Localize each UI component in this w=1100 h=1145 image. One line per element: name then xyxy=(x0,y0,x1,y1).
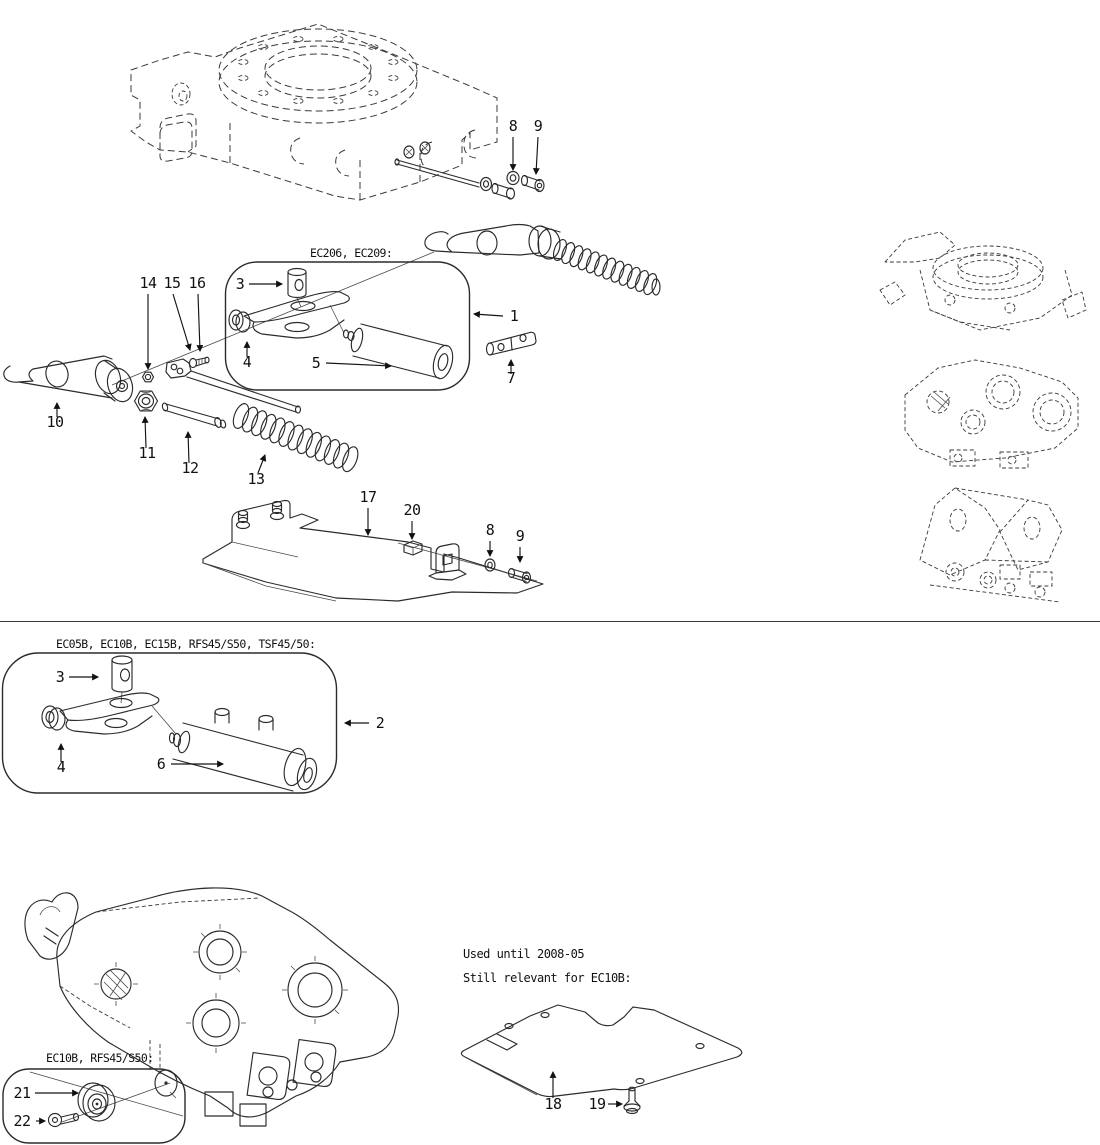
callout-16 xyxy=(188,274,206,351)
callout-3-group1 xyxy=(236,275,282,293)
callout-7 xyxy=(507,360,516,387)
part-15-link-rod xyxy=(166,359,301,413)
callout-9-plate xyxy=(516,527,525,562)
part-4-lever-group1 xyxy=(229,292,349,338)
callout-4-group1 xyxy=(243,342,252,371)
callout-3-label-2: 3 xyxy=(55,668,65,686)
part-9-bolt-top xyxy=(522,176,545,192)
mount-bolt-assembly xyxy=(395,142,544,199)
plate-18 xyxy=(461,1005,741,1097)
callout-11 xyxy=(138,417,156,462)
part-11-nut xyxy=(135,391,158,411)
callout-8-label-2: 8 xyxy=(485,521,495,539)
bearing-boss-1 xyxy=(193,924,247,980)
cylinder-port-2 xyxy=(259,716,273,731)
callout-3-label: 3 xyxy=(235,275,245,293)
callout-8-top xyxy=(509,117,518,170)
callout-18 xyxy=(544,1072,562,1113)
part-14-nut xyxy=(143,372,154,382)
part-16-screw xyxy=(190,357,210,367)
callout-10-label: 10 xyxy=(46,413,64,431)
part-21-roller xyxy=(78,1083,115,1121)
callout-16-label: 16 xyxy=(188,274,206,292)
note-line-2: Still relevant for EC10B: xyxy=(463,971,632,985)
callout-12-label: 12 xyxy=(181,459,199,477)
callout-13-label: 13 xyxy=(247,470,265,488)
mount-disc xyxy=(155,1070,177,1098)
hatched-rosette xyxy=(94,962,138,1006)
callout-2-label: 2 xyxy=(375,714,385,732)
plate-17 xyxy=(203,501,543,602)
callout-18-label: 18 xyxy=(544,1095,562,1113)
callout-1 xyxy=(474,307,519,325)
callout-12 xyxy=(181,432,198,477)
callout-14-label: 14 xyxy=(139,274,157,292)
group2-caption: EC05B, EC10B, EC15B, RFS45/S50, TSF45/50: xyxy=(56,637,316,651)
part-8-washer-plate xyxy=(485,559,495,571)
thumbnail-lower-frame xyxy=(920,488,1062,602)
bottom-brackets xyxy=(150,1040,337,1126)
callout-14 xyxy=(139,274,157,369)
group1-caption: EC206, EC209: xyxy=(310,246,393,260)
callout-20-label: 20 xyxy=(403,501,421,519)
note-line-1: Used until 2008-05 xyxy=(463,947,585,961)
callout-2 xyxy=(345,714,384,732)
bearing-boss-3 xyxy=(186,993,246,1053)
thumbnail-middle-housing xyxy=(905,360,1078,468)
plate-17-stud-2 xyxy=(271,502,284,520)
part-7-link xyxy=(487,332,537,355)
callout-6 xyxy=(157,755,223,773)
callout-3-group2 xyxy=(56,668,98,686)
plate-17-bracket xyxy=(429,544,466,580)
part-6-cylinder xyxy=(170,709,320,792)
slew-ring xyxy=(219,29,417,123)
callout-17 xyxy=(359,488,376,535)
part-9-bolt-plate xyxy=(509,569,531,584)
part-19-screw xyxy=(624,1087,640,1113)
callout-22-label: 22 xyxy=(13,1112,31,1130)
plate-17-stud-1 xyxy=(237,511,250,529)
callout-10 xyxy=(46,403,64,431)
callout-8-plate xyxy=(486,521,495,556)
group2-frame xyxy=(3,637,337,793)
callout-15 xyxy=(163,274,190,350)
part-22-screw xyxy=(49,1114,79,1127)
callout-6-label: 6 xyxy=(156,755,166,773)
callout-4-label-2: 4 xyxy=(56,758,66,776)
callout-4-group2 xyxy=(57,744,66,776)
notes xyxy=(463,947,631,985)
callout-19 xyxy=(588,1095,622,1113)
callout-9-top xyxy=(534,117,543,174)
callout-4-label: 4 xyxy=(242,353,252,371)
callout-21-label: 21 xyxy=(13,1084,31,1102)
callout-17-label: 17 xyxy=(359,488,377,506)
part-8-washer-top xyxy=(507,172,519,185)
callout-15-label: 15 xyxy=(163,274,181,292)
part-5-damper xyxy=(344,324,456,381)
top-machine-drawing xyxy=(131,24,497,200)
callout-9-label-2: 9 xyxy=(515,527,525,545)
cylinder-port-1 xyxy=(215,709,229,724)
callout-1-label: 1 xyxy=(509,307,519,325)
callout-7-label: 7 xyxy=(506,369,516,387)
thumbnail-upper-machine xyxy=(880,232,1086,330)
callout-9-label: 9 xyxy=(533,117,543,135)
callout-13 xyxy=(247,455,265,488)
bearing-boss-2 xyxy=(282,956,348,1024)
callout-19-label: 19 xyxy=(588,1095,606,1113)
left-horn xyxy=(25,893,78,959)
callout-11-label: 11 xyxy=(138,444,156,462)
part-12-rod xyxy=(162,402,227,428)
callout-21 xyxy=(13,1084,78,1102)
callout-8-label: 8 xyxy=(508,117,518,135)
callout-20 xyxy=(403,501,421,539)
callout-22 xyxy=(13,1112,45,1130)
group3-caption: EC10B, RFS45/S50: xyxy=(46,1051,154,1065)
callout-5-label: 5 xyxy=(311,354,321,372)
part-4-lever-group2 xyxy=(42,693,176,734)
part-10-pedal-lever xyxy=(4,356,137,405)
